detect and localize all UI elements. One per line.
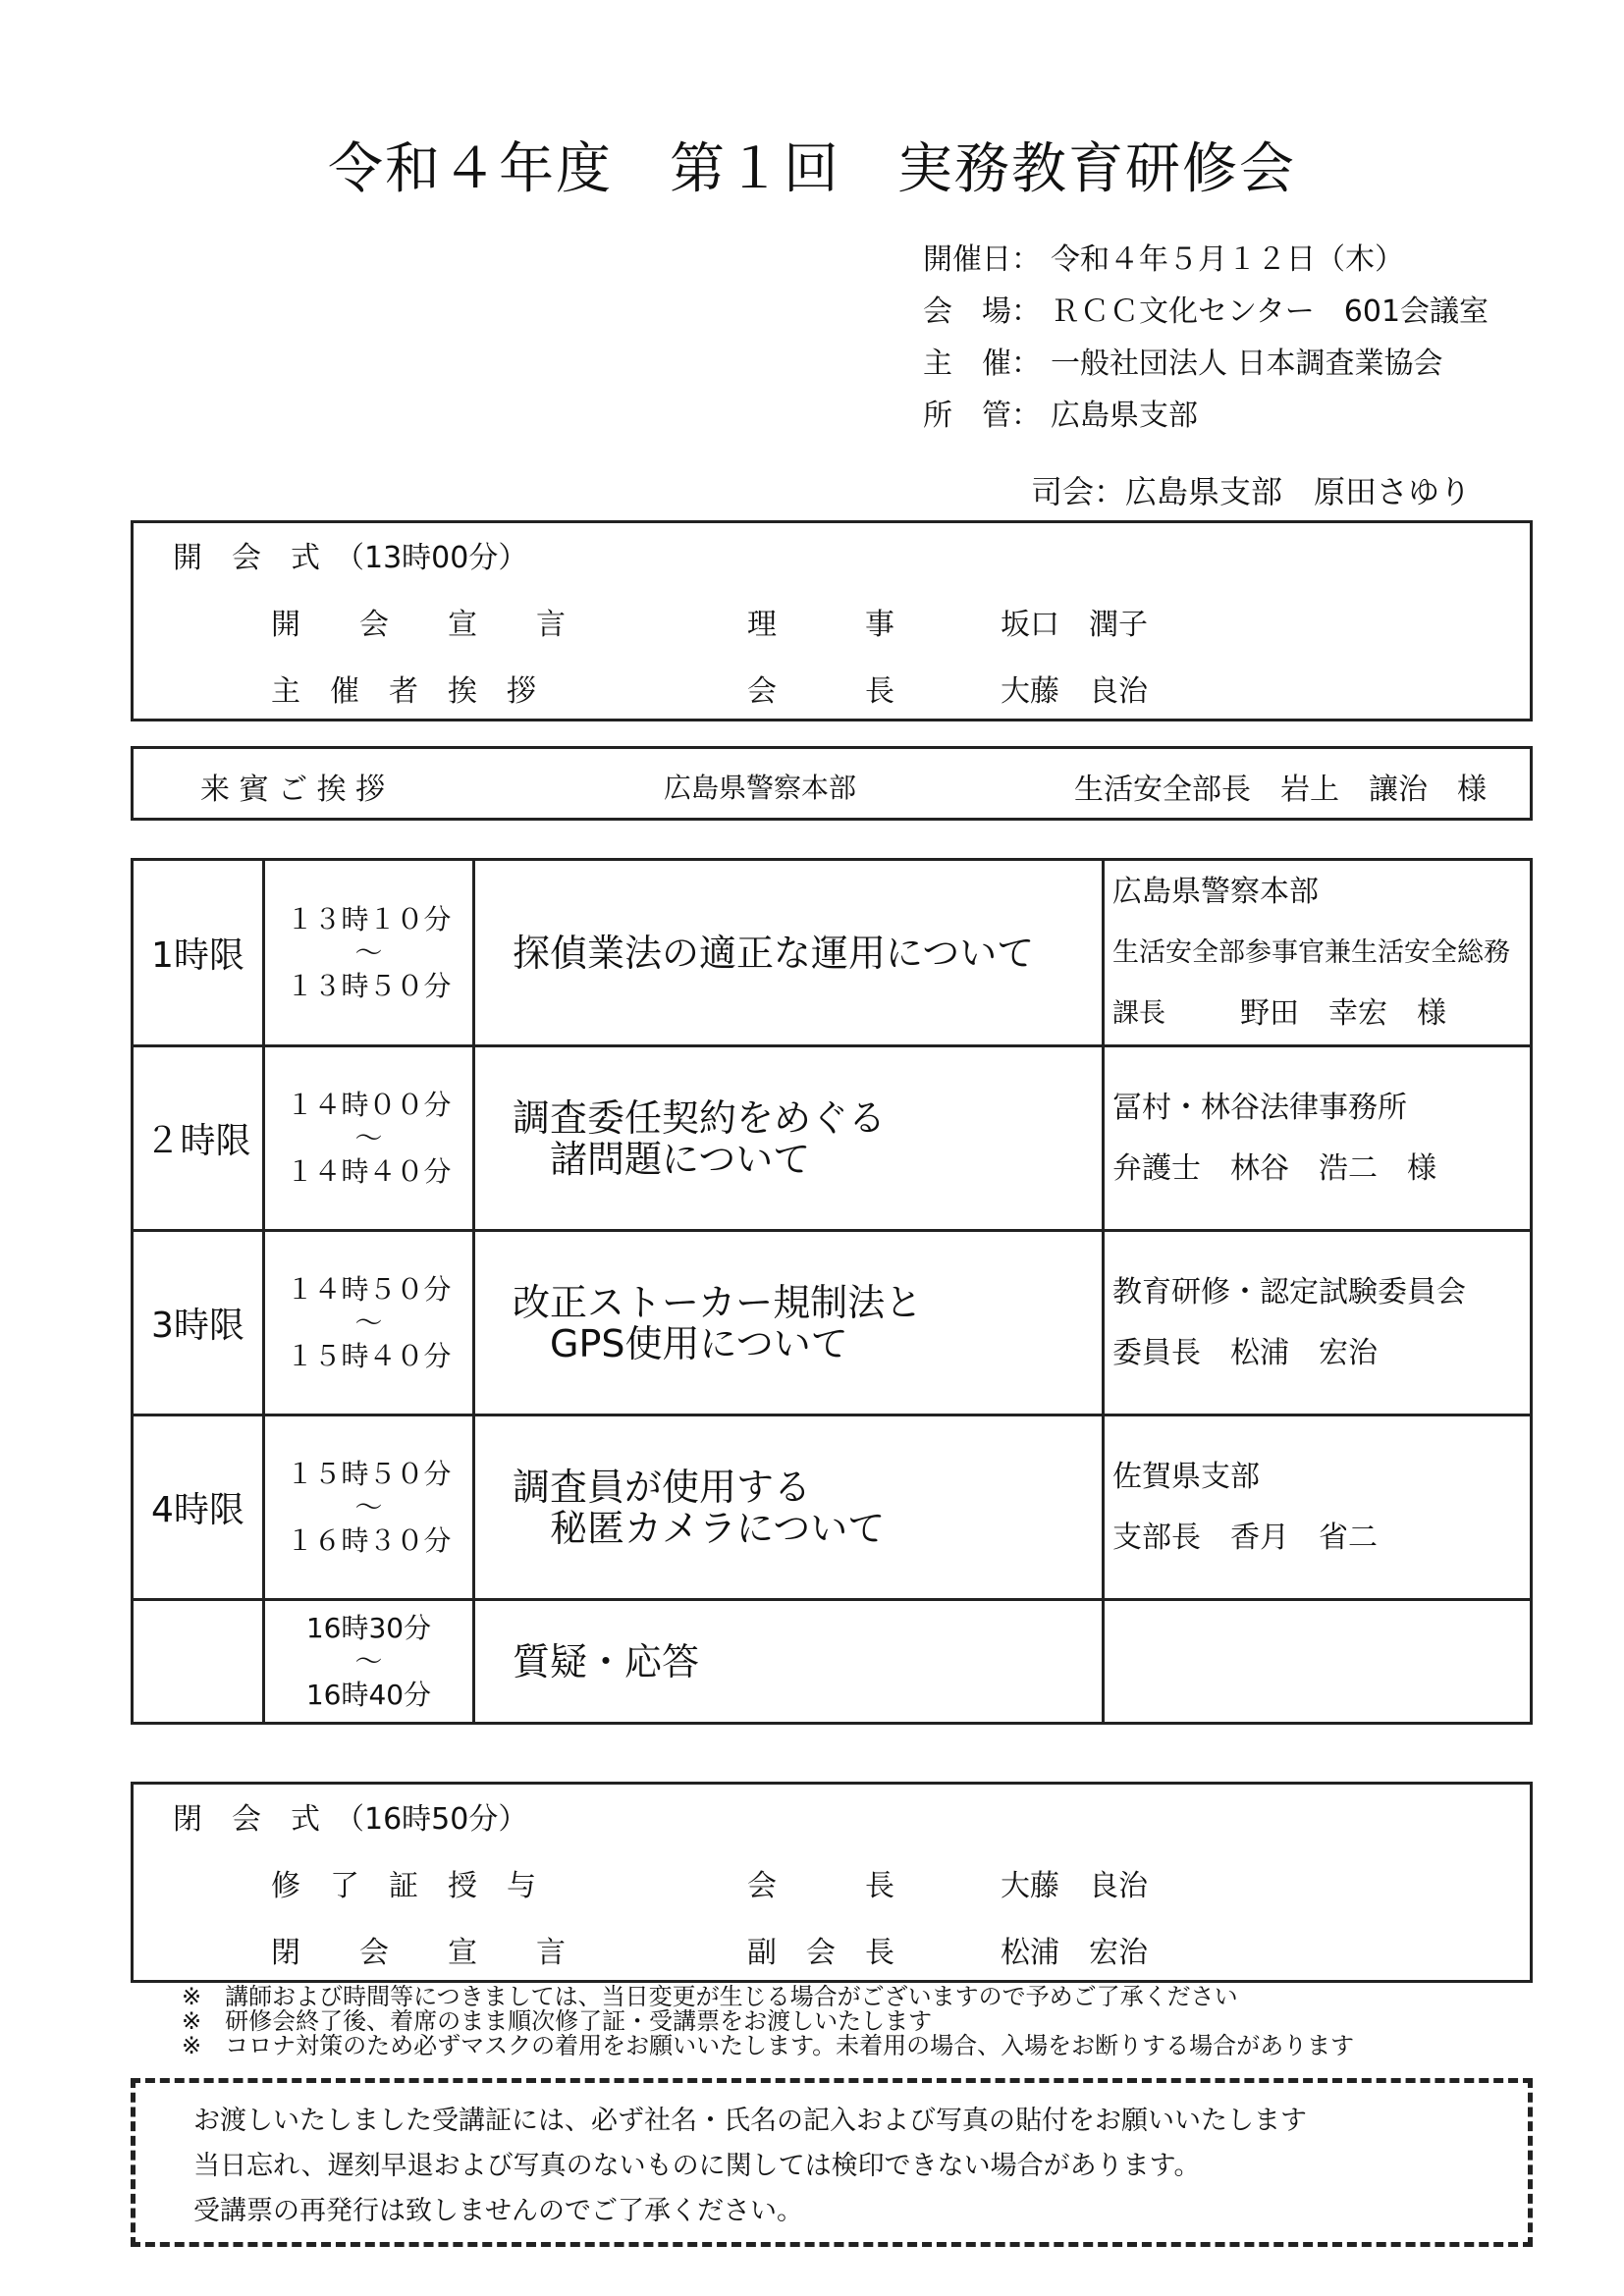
topic-cell: [474, 1600, 1104, 1724]
info-value: 広島県支部: [1051, 399, 1198, 433]
topic-line: 探偵業法の適正な運用について: [513, 931, 1035, 975]
info-label: 開催日：: [923, 242, 1041, 277]
period-label: 3時限: [133, 1231, 264, 1415]
opening-item: 開 会 宣 言: [271, 608, 566, 642]
topic-cell: [474, 860, 1104, 1046]
topic-line: GPS使用について: [550, 1321, 848, 1365]
info-label: 会 場：: [923, 294, 1041, 329]
info-row-branch: [923, 390, 1489, 442]
time-cell: [264, 1046, 474, 1231]
topic-line: 調査員が使用する: [513, 1465, 812, 1509]
time-end: １４時４０分: [286, 1154, 452, 1188]
closing-item: 修 了 証 授 与: [271, 1869, 536, 1903]
time-start: 16時30分: [305, 1611, 432, 1644]
speaker-name: 委員長 松浦 宏治: [1112, 1335, 1378, 1370]
speaker-org: 佐賀県支部: [1112, 1459, 1260, 1494]
info-value: ＲＣＣ文化センター 601会議室: [1051, 294, 1489, 329]
opening-item: 主 催 者 挨 拶: [271, 674, 536, 709]
topic-line: 調査委任契約をめぐる: [513, 1095, 887, 1140]
info-value: 令和４年５月１２日（木）: [1051, 242, 1404, 277]
time-cell: [264, 1415, 474, 1600]
speaker-org: 教育研修・認定試験委員会: [1112, 1274, 1466, 1309]
guest-org: 広島県警察本部: [664, 772, 857, 804]
time-cell: [264, 860, 474, 1046]
notes: [182, 1985, 1354, 2058]
table-row: [133, 1600, 1532, 1724]
opening-role: 会 長: [747, 674, 894, 709]
speaker-name: 弁護士 林谷 浩二 様: [1112, 1150, 1436, 1186]
time-end: １６時３０分: [286, 1523, 452, 1557]
info-label: 主 催：: [923, 347, 1041, 381]
period-label: [133, 1600, 264, 1724]
event-info: [923, 234, 1489, 442]
closing-role: 会 長: [747, 1869, 894, 1903]
speaker-name: 野田 幸宏 様: [1240, 995, 1446, 1031]
period-label: 4時限: [133, 1415, 264, 1600]
mc-line: 司会：広島県支部 原田さゆり: [1031, 473, 1472, 510]
speaker-cell: [1104, 860, 1532, 1046]
info-label: 所 管：: [923, 399, 1041, 433]
time-tilde: ～: [354, 1644, 383, 1678]
guest-greeting-box: [131, 746, 1533, 821]
time-start: １４時５０分: [286, 1272, 452, 1306]
time-tilde: ～: [354, 1121, 383, 1154]
closing-item: 閉 会 宣 言: [271, 1936, 566, 1970]
speaker-name: 支部長 香月 省二: [1112, 1520, 1378, 1555]
table-row: [133, 1415, 1532, 1600]
opening-name: 坂口 潤子: [1001, 608, 1148, 642]
info-value: 一般社団法人 日本調査業協会: [1051, 347, 1443, 381]
topic-cell: [474, 1046, 1104, 1231]
opening-name: 大藤 良治: [1001, 674, 1148, 709]
time-tilde: ～: [354, 1490, 383, 1523]
schedule-table: [131, 858, 1533, 1725]
topic-line: 質疑・応答: [513, 1639, 700, 1683]
opening-role: 理 事: [747, 608, 894, 642]
closing-role: 副 会 長: [747, 1936, 894, 1970]
guest-person: 生活安全部長 岩上 讓治 様: [1074, 773, 1487, 807]
speaker-cell: [1104, 1415, 1532, 1600]
time-end: 16時40分: [305, 1678, 432, 1711]
info-row-host: [923, 338, 1489, 390]
table-row: [133, 1231, 1532, 1415]
speaker-title: 生活安全部参事官兼生活安全総務課長: [1112, 936, 1510, 1029]
time-start: １４時００分: [286, 1088, 452, 1121]
notice-line: 受講票の再発行は致しませんのでご了承ください。: [193, 2196, 803, 2226]
time-tilde: ～: [354, 1306, 383, 1339]
time-tilde: ～: [354, 935, 383, 969]
speaker-cell: [1104, 1231, 1532, 1415]
closing-title: 閉 会 式 （16時50分）: [173, 1802, 528, 1837]
speaker-cell: [1104, 1600, 1532, 1724]
period-label: ２時限: [133, 1046, 264, 1231]
time-cell: [264, 1231, 474, 1415]
time-cell: [264, 1600, 474, 1724]
speaker-org: 冨村・林谷法律事務所: [1112, 1090, 1407, 1125]
time-end: １５時４０分: [286, 1339, 452, 1372]
page-title: 令和４年度 第１回 実務教育研修会: [328, 137, 1296, 201]
period-label: 1時限: [133, 860, 264, 1046]
note-line: ※ 講師および時間等につきましては、当日変更が生じる場合がございますので予めご了承ください: [182, 1983, 1238, 2010]
table-row: [133, 860, 1532, 1046]
closing-name: 松浦 宏治: [1001, 1936, 1148, 1970]
time-end: １３時５０分: [286, 969, 452, 1002]
topic-cell: [474, 1415, 1104, 1600]
note-line: ※ コロナ対策のため必ずマスクの着用をお願いいたします。未着用の場合、入場をお断りする場合があります: [182, 2032, 1355, 2059]
info-row-date: [923, 234, 1489, 286]
closing-name: 大藤 良治: [1001, 1869, 1148, 1903]
guest-label: 来 賓 ご 挨 拶: [200, 773, 386, 807]
topic-line: 改正ストーカー規制法と: [513, 1280, 923, 1324]
topic-line: 秘匿カメラについて: [550, 1506, 886, 1550]
note-line: ※ 研修会終了後、着席のまま順次修了証・受講票をお渡しいたします: [182, 2007, 933, 2035]
notice-line: 当日忘れ、遅刻早退および写真のないものに関しては検印できない場合があります。: [193, 2151, 1201, 2181]
time-start: １３時１０分: [286, 902, 452, 935]
topic-cell: [474, 1231, 1104, 1415]
topic-line: 諸問題について: [550, 1137, 811, 1181]
notice-line: お渡しいたしました受講証には、必ず社名・氏名の記入および写真の貼付をお願いいたします: [193, 2106, 1307, 2136]
time-start: １５時５０分: [286, 1457, 452, 1490]
info-row-venue: [923, 286, 1489, 338]
closing-ceremony-box: [131, 1782, 1533, 1983]
opening-title: 開 会 式 （13時00分）: [173, 541, 528, 575]
speaker-org: 広島県警察本部: [1112, 874, 1319, 909]
notice-text: [193, 2099, 1307, 2234]
opening-ceremony-box: [131, 520, 1533, 721]
table-row: [133, 1046, 1532, 1231]
speaker-cell: [1104, 1046, 1532, 1231]
